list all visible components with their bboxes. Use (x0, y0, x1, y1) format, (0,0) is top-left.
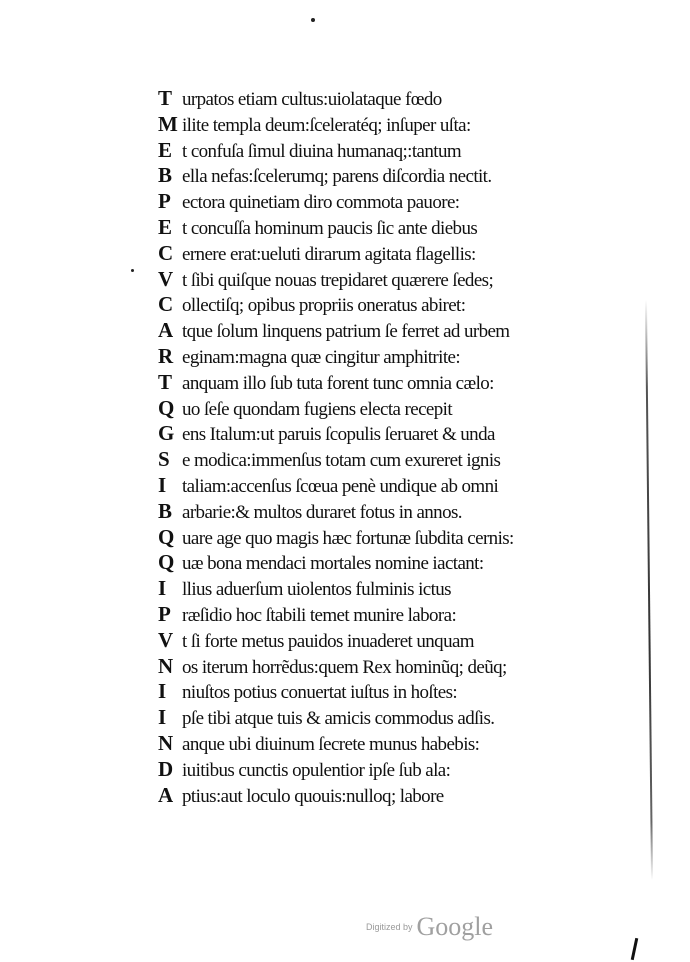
verse-line (158, 241, 628, 267)
verse-line (158, 550, 628, 576)
verse-initial: Q (158, 524, 174, 549)
verse-line (158, 370, 628, 396)
verse-text: t concuſſa hominum paucis ſic ante diebus (182, 217, 478, 239)
verse-line (158, 189, 628, 215)
verse-line (158, 576, 628, 602)
verse-initial: C (158, 240, 173, 265)
verse-line (158, 705, 628, 731)
verse-line (158, 86, 628, 112)
verse-text: ens Italum:ut paruis ſcopulis ſeruaret & unda (182, 424, 495, 446)
verse-text: eginam:magna quæ cingitur amphitrite: (182, 346, 461, 368)
verse-text: os iterum horrẽdus:quem Rex hominũq; deũq; (182, 656, 507, 678)
verse-text: llius aduerſum uiolentos fulminis ictus (182, 579, 451, 601)
ink-speck (311, 18, 315, 22)
verse-text: e modica:immenſus totam cum exureret ignis (182, 450, 501, 472)
ink-speck (131, 269, 134, 272)
verse-line (158, 654, 628, 680)
verse-text: t confuſa ſimul diuina humanaq;:tantum (182, 140, 462, 162)
verse-text: uo ſeſe quondam fugiens electa recepit (182, 398, 452, 420)
verse-initial: G (158, 421, 174, 446)
verse-initial: C (158, 292, 173, 317)
verse-line (158, 679, 628, 705)
verse-text: ptius:aut loculo quouis:nulloq; labore (182, 785, 444, 807)
verse-initial: D (158, 756, 173, 781)
verse-text: ræſidio hoc ſtabili temet munire labora: (182, 604, 457, 626)
verse-line (158, 783, 628, 809)
verse-initial: V (158, 266, 173, 291)
verse-line (158, 138, 628, 164)
verse-text: niuſtos potius conuertat iuſtus in hoſtes: (182, 682, 458, 704)
verse-line (158, 112, 628, 138)
verse-line (158, 447, 628, 473)
verse-initial: T (158, 86, 172, 110)
verse-initial: I (158, 679, 166, 704)
verse-text: anque ubi diuinum ſecrete munus habebis: (182, 733, 480, 755)
verse-initial: N (158, 730, 173, 755)
verse-initial: V (158, 627, 173, 652)
verse-line (158, 757, 628, 783)
verse-line (158, 602, 628, 628)
verse-initial: A (158, 318, 173, 343)
verse-line (158, 499, 628, 525)
verse-line (158, 318, 628, 344)
verse-text: t ſi forte metus pauidos inuaderet unquam (182, 630, 474, 652)
verse-line (158, 344, 628, 370)
verse-line (158, 292, 628, 318)
verse-initial: M (158, 111, 178, 136)
verse-initial: Q (158, 395, 174, 420)
verse-initial: R (158, 343, 173, 368)
verse-initial: E (158, 214, 172, 239)
verse-initial: P (158, 189, 171, 214)
verse-initial: B (158, 163, 172, 188)
verse-text: arbarie:& multos duraret fotus in annos. (182, 501, 462, 523)
verse-text: t ſibi quiſque nouas trepidaret quærere ſedes; (182, 269, 494, 291)
verse-initial: A (158, 782, 173, 807)
verse-line (158, 731, 628, 757)
verse-initial: I (158, 705, 166, 730)
verse-text: uare age quo magis hæc fortunæ ſubdita cernis: (182, 527, 514, 549)
verse-initial: S (158, 447, 170, 472)
verse-text: uæ bona mendaci mortales nomine iactant: (182, 553, 484, 575)
verse-line (158, 525, 628, 551)
verse-text: taliam:accenſus ſcœua penè undique ab omni (182, 475, 499, 497)
verse-text: iuitibus cunctis opulentior ipſe ſub ala: (182, 759, 451, 781)
verse-line (158, 421, 628, 447)
verse-line (158, 396, 628, 422)
verse-text: ilite templa deum:ſceleratéq; inſuper uſta: (182, 114, 471, 136)
verse-initial: B (158, 498, 172, 523)
verse-line (158, 215, 628, 241)
verse-text: anquam illo ſub tuta forent tunc omnia cælo: (182, 372, 494, 394)
verse-line (158, 628, 628, 654)
ink-stroke (631, 938, 639, 960)
poem-text (158, 86, 628, 808)
verse-text: pſe tibi atque tuis & amicis commodus adſis. (182, 708, 495, 730)
verse-initial: P (158, 601, 171, 626)
verse-line (158, 163, 628, 189)
verse-text: ella nefas:ſcelerumq; parens diſcordia nectit. (182, 166, 492, 188)
verse-line (158, 267, 628, 293)
digitized-by-label: Digitized by (366, 922, 413, 932)
digitization-watermark (366, 912, 493, 942)
page-edge-shadow (645, 300, 653, 880)
verse-line (158, 473, 628, 499)
verse-initial: E (158, 137, 172, 162)
google-wordmark: Google (416, 912, 494, 941)
verse-initial: I (158, 576, 166, 601)
verse-initial: I (158, 472, 166, 497)
verse-text: urpatos etiam cultus:uiolataque fœdo (182, 89, 442, 110)
verse-text: ernere erat:ueluti dirarum agitata flagellis: (182, 243, 476, 265)
verse-initial: Q (158, 550, 174, 575)
verse-text: ectora quinetiam diro commota pauore: (182, 192, 460, 214)
verse-text: ollectiſq; opibus propriis oneratus abiret: (182, 295, 466, 317)
verse-initial: N (158, 653, 173, 678)
verse-initial: T (158, 369, 172, 394)
verse-text: tque ſolum linquens patrium ſe ferret ad urbem (182, 321, 510, 343)
